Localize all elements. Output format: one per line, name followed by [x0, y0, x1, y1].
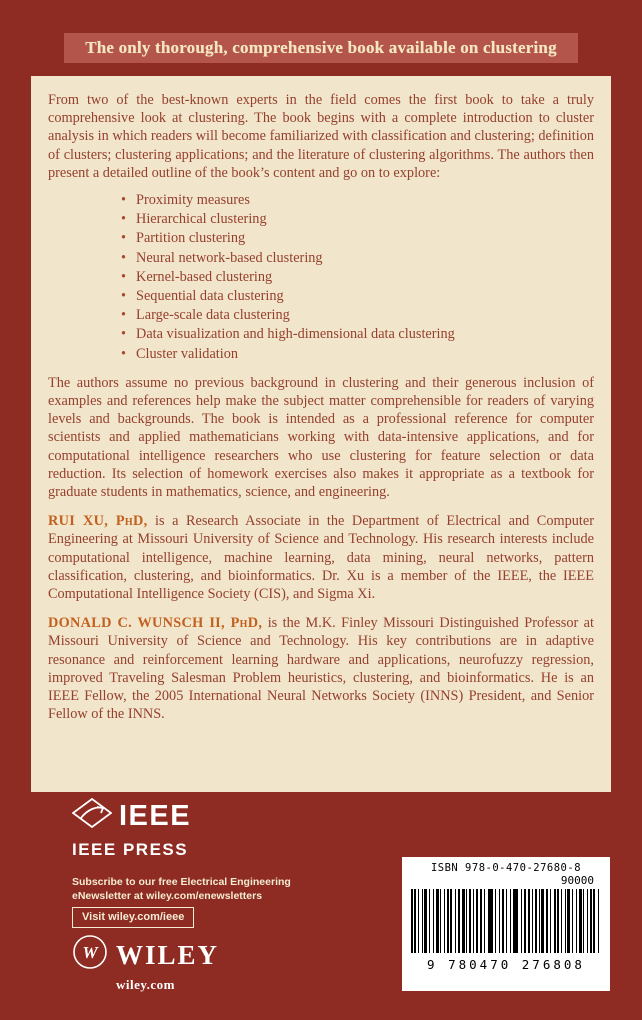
- topic-item: • Kernel-based clustering: [121, 268, 594, 287]
- barcode-bars: [411, 889, 601, 953]
- ieee-logo: [72, 798, 191, 833]
- topic-item: • Cluster validation: [121, 345, 594, 364]
- author-name: RUI XU, PhD,: [48, 513, 148, 530]
- closing-paragraph: The authors assume no previous background in clustering and their generous inclusion of examples and references help make the subject matter comprehensible for readers of varying levels and backgrounds. The book is intended as a professional reference for computer scientists and applied mathematicians working with data-intensive applications, and for computational intelligence researchers who use clustering for feature selection or data reduction. Its selection of homework exercises also makes it appropriate as a textbook for graduate students in mathematics, science, and engineering.: [48, 374, 594, 501]
- topic-item: • Sequential data clustering: [121, 287, 594, 306]
- content-panel: [31, 76, 611, 792]
- topic-item: • Hierarchical clustering: [121, 210, 594, 229]
- author-bio-text: is the M.K. Finley Missouri Distinguished Professor at Missouri University of Science and Technology. His key contributions are in adaptive resonance and reinforcement learning hardware and applications, neurofuzzy regression, improved Traveling Salesman Problem heuristics, clustering, and bioinformatics. He is an IEEE Fellow, the 2005 International Neural Networks Society (INNS) President, and Senior Fellow of the INNS.: [48, 615, 594, 723]
- visit-wiley-link: Visit wiley.com/ieee: [72, 907, 194, 928]
- subscribe-text: [72, 876, 291, 903]
- topic-item: • Large-scale data clustering: [121, 306, 594, 325]
- barcode-panel: [402, 857, 610, 991]
- author-bio-text: is a Research Associate in the Department of Electrical and Computer Engineering at Missouri University of Science and Technology. His research interests include computational intelligence, machine learning, data mining, neural networks, pattern classification, clustering, and bioinformatics. Dr. Xu is a member of the IEEE, the IEEE Computational Intelligence Society (CIS), and Sigma Xi.: [48, 513, 594, 603]
- topic-item: • Neural network-based clustering: [121, 249, 594, 268]
- topic-item: • Proximity measures: [121, 191, 594, 210]
- subscribe-line-2: eNewsletter at wiley.com/enewsletters: [72, 889, 263, 902]
- topic-item: • Partition clustering: [121, 229, 594, 248]
- ieee-press-label: IEEE PRESS: [72, 840, 189, 859]
- topic-item: • Data visualization and high-dimensional data clustering: [121, 325, 594, 344]
- wiley-com-label: wiley.com: [116, 977, 176, 992]
- wiley-logo-block: [72, 934, 219, 993]
- tagline-text: The only thorough, comprehensive book available on clustering: [85, 38, 557, 57]
- author-name: DONALD C. WUNSCH II, PhD,: [48, 615, 263, 632]
- author-bio-donald-wunsch: [48, 614, 594, 723]
- isbn-text: ISBN 978-0-470-27680-8: [430, 862, 582, 874]
- wiley-wordmark: WILEY: [116, 939, 220, 970]
- subscribe-line-1: Subscribe to our free Electrical Engineering: [72, 876, 291, 888]
- barcode-digits: 9 780470 276808: [427, 957, 585, 972]
- tagline-banner: [64, 33, 578, 63]
- price-code: 90000: [560, 874, 594, 887]
- ieee-logo-block: [72, 798, 191, 860]
- author-bio-rui-xu: [48, 512, 594, 603]
- intro-paragraph: From two of the best-known experts in the field comes the first book to take a truly comprehensive look at clustering. The book begins with a complete introduction to cluster analysis in which readers will become familiarized with classification and clustering; definition of clusters; clustering applications; and the literature of clustering algorithms. The authors then present a detailed outline of the book’s content and go on to explore:: [48, 92, 594, 181]
- ieee-diamond-icon: [72, 798, 112, 833]
- wiley-logo: [72, 934, 219, 975]
- wiley-colophon-icon: [72, 934, 108, 975]
- ieee-wordmark: IEEE: [119, 799, 192, 832]
- topics-list: [121, 191, 594, 364]
- svg-text:W: W: [82, 943, 98, 962]
